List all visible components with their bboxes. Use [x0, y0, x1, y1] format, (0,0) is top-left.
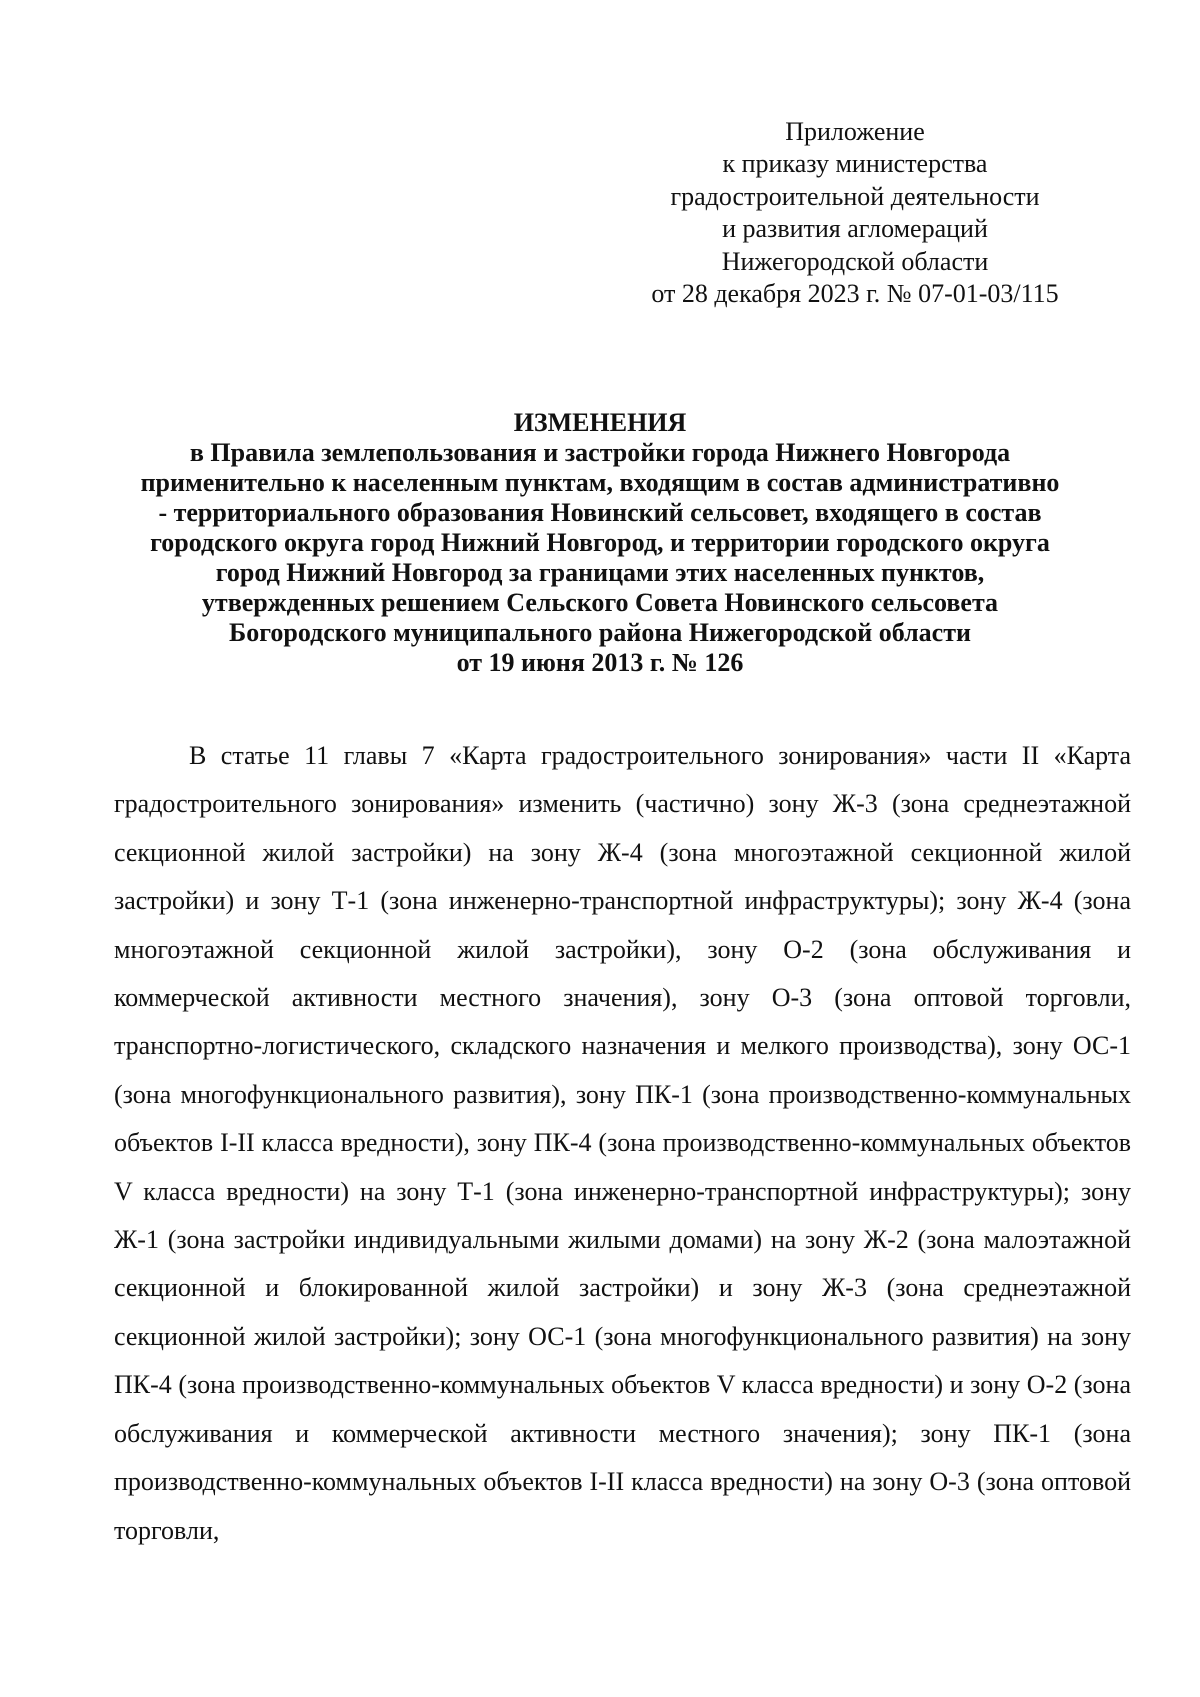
title-line: - территориального образования Новинский сельсовет, входящего в состав — [158, 498, 1042, 527]
appendix-date-number: от 28 декабря 2023 г. № 07-01-03/115 — [651, 279, 1059, 309]
appendix-label: Приложение — [785, 117, 925, 146]
title-line: от 19 июня 2013 г. № 126 — [456, 648, 744, 677]
title-line: в Правила землепользования и застройки города Нижнего Новгорода — [189, 438, 1011, 467]
document-title — [100, 408, 1100, 678]
title-line: Богородского муниципального района Нижегородской области — [229, 618, 971, 647]
appendix-order-ref: к приказу министерства — [722, 149, 988, 179]
appendix-region: Нижегородской области — [721, 246, 989, 276]
title-line: город Нижний Новгород за границами этих населенных пунктов, — [215, 558, 985, 587]
title-heading: ИЗМЕНЕНИЯ — [513, 408, 687, 437]
appendix-ministry-line: и развития агломераций — [722, 214, 988, 244]
title-line: утвержденных решением Сельского Совета Новинского сельсовета — [201, 588, 999, 617]
appendix-header — [585, 116, 1125, 310]
appendix-ministry-line: градостроительной деятельности — [670, 181, 1040, 211]
body-paragraph: В статье 11 главы 7 «Карта градостроительного зонирования» части II «Карта градостроительного зонирования» изменить (частично) зону Ж-3 (зона среднеэтажной секционной жилой застройки) на зону Ж-4 (зона многоэтажной секционной жилой застройки) и зону Т-1 (зона инженерно-транспортной инфраструктуры); зону Ж-4 (зона многоэтажной секционной жилой застройки), зону О-2 (зона обслуживания и коммерческой активности местного значения), зону О-3 (зона оптовой торговли, транспортно-логистического, складского назначения и мелкого производства), зону ОС-1 (зона многофункционального развития), зону ПК-1 (зона производственно-коммунальных объектов I-II класса вредности), зону ПК-4 (зона производственно-коммунальных объектов V класса вредности) на зону Т-1 (зона инженерно-транспортной инфраструктуры); зону Ж-1 (зона застройки индивидуальными жилыми домами) на зону Ж-2 (зона малоэтажной секционной и блокированной жилой застройки) и зону Ж-3 (зона среднеэтажной секционной жилой застройки); зону ОС-1 (зона многофункционального развития) на зону ПК-4 (зона производственно-коммунальных объектов V класса вредности) и зону О-2 (зона обслуживания и коммерческой активности местного значения); зону ПК-1 (зона производственно-коммунальных объектов I-II класса вредности) на зону О-3 (зона оптовой торговли, — [114, 741, 1131, 1545]
title-line: применительно к населенным пунктам, входящим в состав административно — [140, 468, 1060, 497]
title-line: городского округа город Нижний Новгород, и территории городского округа — [150, 528, 1050, 557]
